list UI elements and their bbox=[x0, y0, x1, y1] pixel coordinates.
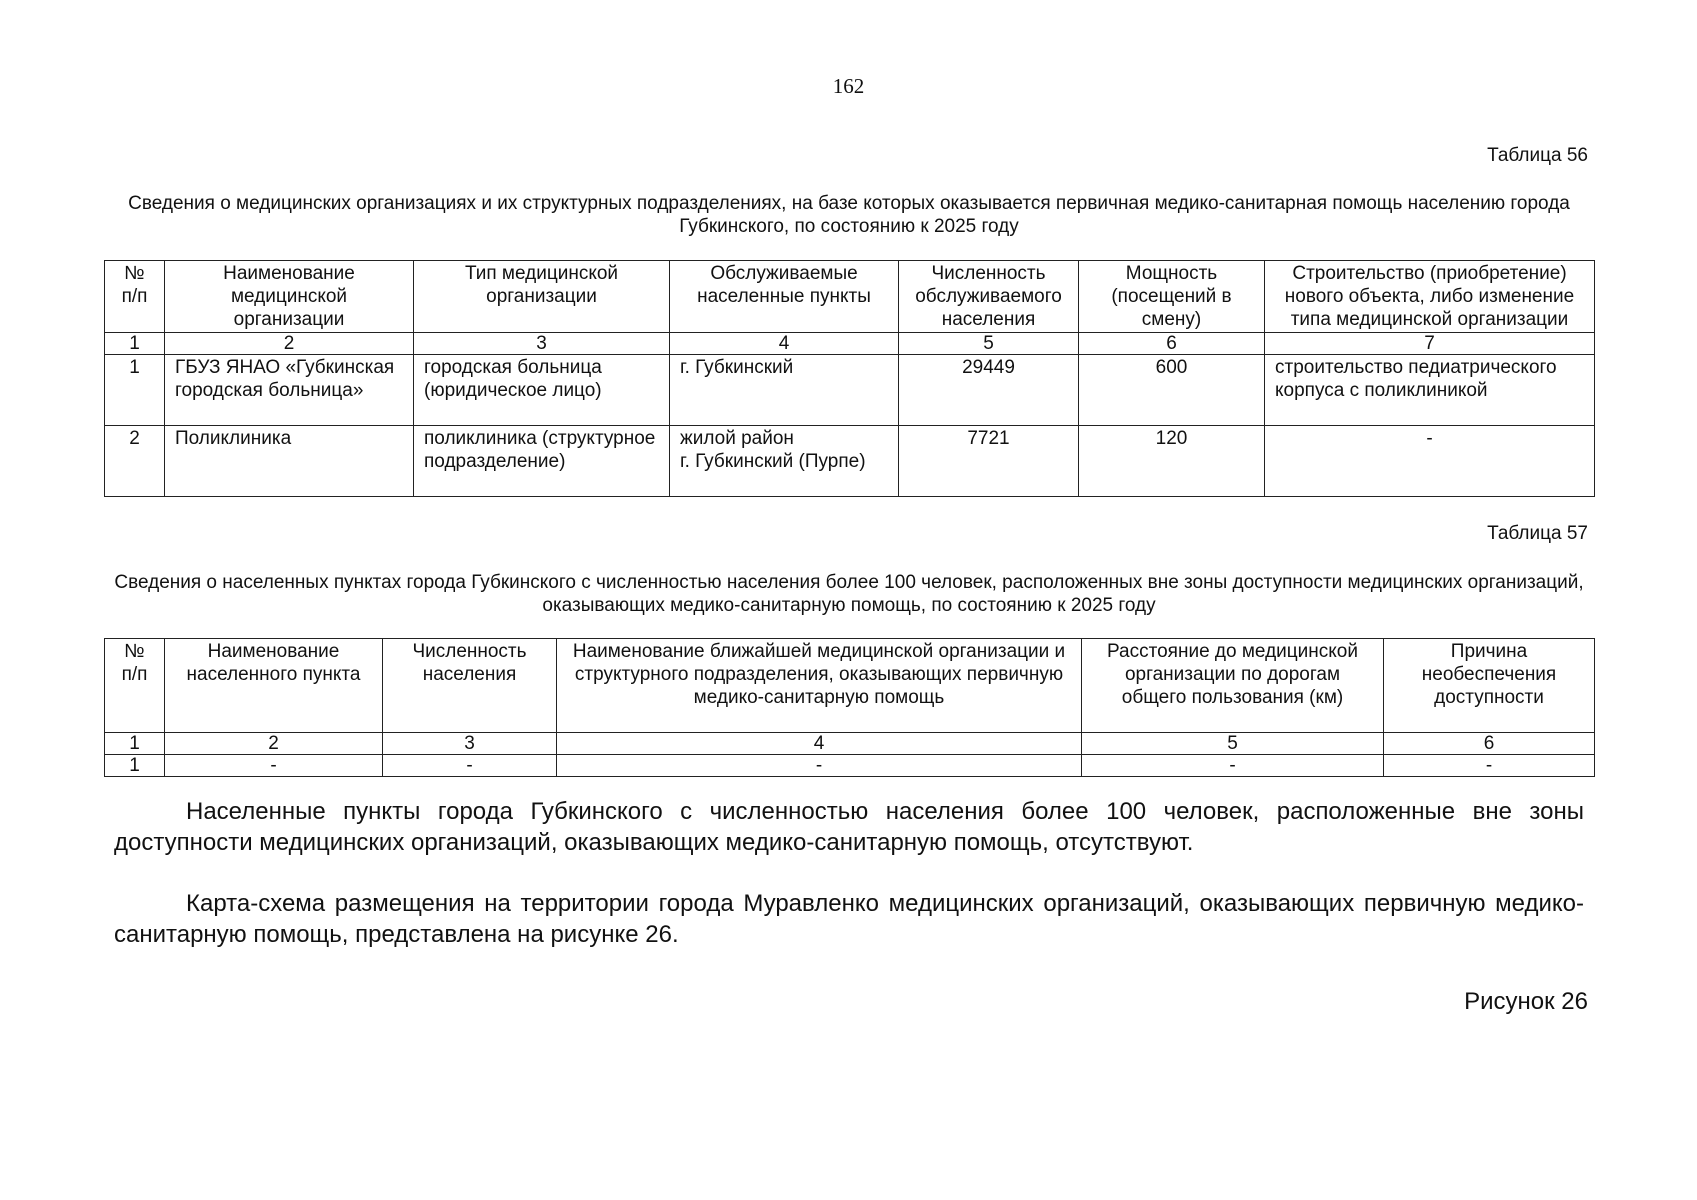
table-57-label: Таблица 57 bbox=[1487, 523, 1588, 544]
column-number: 5 bbox=[1082, 733, 1384, 755]
table-56-header: Тип медицинской организации bbox=[414, 261, 670, 333]
table-cell: 2 bbox=[105, 426, 165, 497]
column-number: 1 bbox=[105, 333, 165, 355]
column-number: 3 bbox=[383, 733, 557, 755]
table-cell: - bbox=[557, 755, 1082, 777]
table-56 bbox=[104, 260, 1595, 497]
table-cell: - bbox=[1265, 426, 1595, 497]
table-row bbox=[105, 426, 1595, 497]
table-57-caption: Сведения о населенных пунктах города Губкинского с численностью населения более 100 человек, расположенных вне зоны доступности медицинских организаций, оказывающих медико-санитарную помощь, по состоянию к 2025 году bbox=[114, 572, 1584, 616]
table-row bbox=[105, 355, 1595, 426]
table-57-header: Наименование населенного пункта bbox=[165, 639, 383, 733]
table-57 bbox=[104, 638, 1595, 777]
table-cell: ГБУЗ ЯНАО «Губкинская городская больница» bbox=[165, 355, 414, 426]
table-row bbox=[105, 755, 1595, 777]
table-cell: Поликлиника bbox=[165, 426, 414, 497]
column-number: 6 bbox=[1079, 333, 1265, 355]
table-57-header: Расстояние до медицинской организации по дорогам общего пользования (км) bbox=[1082, 639, 1384, 733]
column-number: 3 bbox=[414, 333, 670, 355]
table-cell: 7721 bbox=[899, 426, 1079, 497]
table-cell: 1 bbox=[105, 355, 165, 426]
figure-label: Рисунок 26 bbox=[1464, 988, 1588, 1015]
table-cell: г. Губкинский bbox=[670, 355, 899, 426]
table-56-caption: Сведения о медицинских организациях и их структурных подразделениях, на базе которых оказывается первичная медико-санитарная помощь населению города Губкинского, по состоянию к 2025 году bbox=[128, 193, 1570, 237]
table-57-header: Наименование ближайшей медицинской организации и структурного подразделения, оказывающих первичную медико-санитарную помощь bbox=[557, 639, 1082, 733]
table-56-header: Строительство (приобретение) нового объекта, либо изменение типа медицинской организации bbox=[1265, 261, 1595, 333]
table-cell: - bbox=[1384, 755, 1595, 777]
table-56-header: Численность обслуживаемого населения bbox=[899, 261, 1079, 333]
table-cell: - bbox=[165, 755, 383, 777]
table-56-header-row bbox=[105, 261, 1595, 333]
column-number: 1 bbox=[105, 733, 165, 755]
column-number: 4 bbox=[557, 733, 1082, 755]
table-57-header-row bbox=[105, 639, 1595, 733]
table-cell: городская больница (юридическое лицо) bbox=[414, 355, 670, 426]
table-cell: 29449 bbox=[899, 355, 1079, 426]
table-56-header: Наименование медицинской организации bbox=[165, 261, 414, 333]
table-cell: 120 bbox=[1079, 426, 1265, 497]
table-57-header: № п/п bbox=[105, 639, 165, 733]
column-number: 7 bbox=[1265, 333, 1595, 355]
column-number: 2 bbox=[165, 733, 383, 755]
table-57-column-numbers bbox=[105, 733, 1595, 755]
table-cell: - bbox=[383, 755, 557, 777]
column-number: 2 bbox=[165, 333, 414, 355]
table-57-header: Причина необеспечения доступности bbox=[1384, 639, 1595, 733]
table-cell: 600 bbox=[1079, 355, 1265, 426]
column-number: 5 bbox=[899, 333, 1079, 355]
column-number: 6 bbox=[1384, 733, 1595, 755]
table-cell: строительство педиатрического корпуса с поликлиникой bbox=[1265, 355, 1595, 426]
table-cell: поликлиника (структурное подразделение) bbox=[414, 426, 670, 497]
table-cell: 1 bbox=[105, 755, 165, 777]
table-56-column-numbers bbox=[105, 333, 1595, 355]
page-number: 162 bbox=[832, 74, 865, 98]
table-56-header: Обслуживаемые населенные пункты bbox=[670, 261, 899, 333]
paragraph-absence-note: Населенные пункты города Губкинского с численностью населения более 100 человек, расположенные вне зоны доступности медицинских организаций, оказывающих медико-санитарную помощь, отсутствуют. bbox=[114, 798, 1584, 856]
table-56-header: № п/п bbox=[105, 261, 165, 333]
table-cell: жилой район г. Губкинский (Пурпе) bbox=[670, 426, 899, 497]
paragraph-map-reference: Карта-схема размещения на территории города Муравленко медицинских организаций, оказывающих первичную медико-санитарную помощь, представлена на рисунке 26. bbox=[114, 890, 1584, 948]
table-56-label: Таблица 56 bbox=[1487, 145, 1588, 166]
table-56-header: Мощность (посещений в смену) bbox=[1079, 261, 1265, 333]
table-57-header: Численность населения bbox=[383, 639, 557, 733]
table-cell: - bbox=[1082, 755, 1384, 777]
column-number: 4 bbox=[670, 333, 899, 355]
